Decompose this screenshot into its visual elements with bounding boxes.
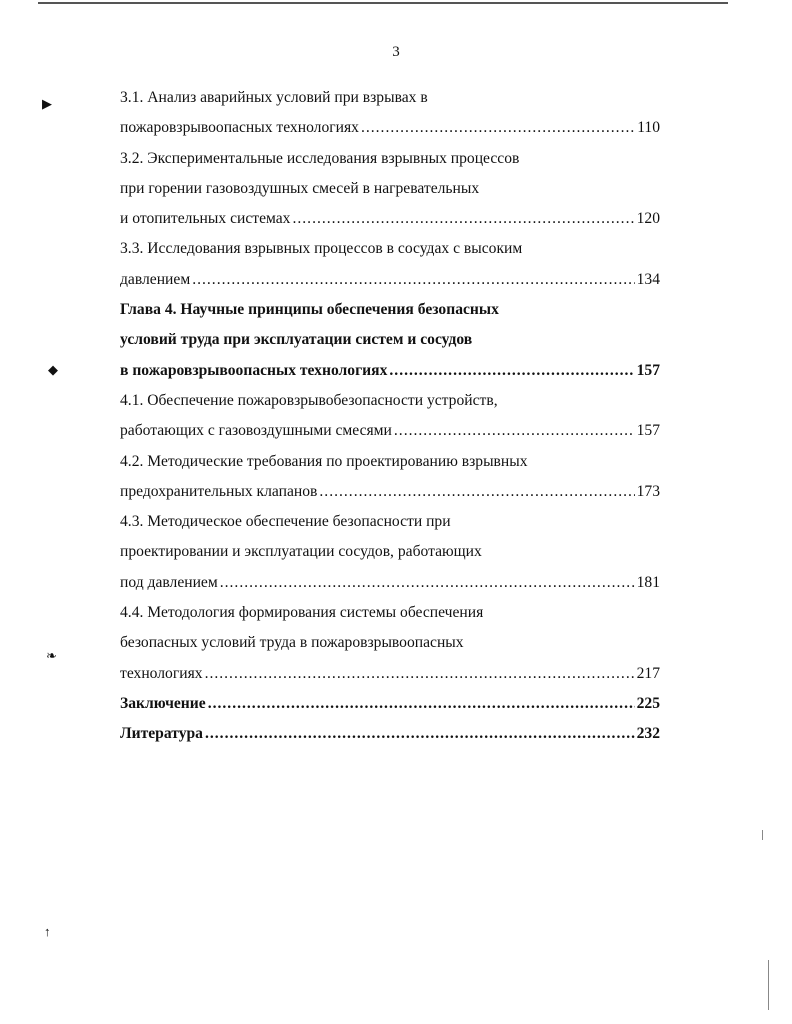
dot-leader bbox=[394, 416, 635, 446]
dot-leader bbox=[208, 689, 635, 719]
toc-entry bbox=[120, 689, 660, 719]
dot-leader bbox=[205, 719, 635, 749]
toc-entry-title-line: 4.3. Методическое обеспечение безопасности при bbox=[120, 513, 451, 531]
toc-entry-page: 181 bbox=[636, 573, 660, 591]
toc-entry bbox=[120, 356, 660, 386]
toc-entry-label: Заключение bbox=[120, 694, 206, 712]
toc-entry-title-line: 3.2. Экспериментальные исследования взрывных процессов bbox=[120, 149, 520, 167]
toc-entry-title-line: 3.1. Анализ аварийных условий при взрывах в bbox=[120, 89, 428, 106]
toc-entry-label: технологиях bbox=[120, 664, 203, 682]
toc-entry-label: работающих с газовоздушными смесями bbox=[120, 422, 392, 440]
toc-entry-page: 217 bbox=[636, 664, 660, 682]
dot-leader bbox=[220, 568, 635, 598]
dot-leader bbox=[361, 113, 635, 143]
toc-entry-page: 225 bbox=[636, 694, 660, 712]
margin-mark-icon: ❧ bbox=[46, 648, 57, 663]
toc-entry bbox=[120, 113, 660, 143]
toc-entry-page: 110 bbox=[637, 119, 660, 137]
toc-entry-page: 134 bbox=[636, 270, 660, 288]
scan-speck bbox=[768, 960, 769, 1010]
toc-entry-title-line: условий труда при эксплуатации систем и сосудов bbox=[120, 331, 473, 349]
toc-entry-title-line: проектировании и эксплуатации сосудов, работающих bbox=[120, 543, 482, 561]
toc-entry bbox=[120, 416, 660, 446]
toc-entry-title-line: 4.1. Обеспечение пожаровзрывобезопасности устройств, bbox=[120, 391, 498, 409]
toc-entry-page: 157 bbox=[636, 422, 660, 440]
scan-speck bbox=[762, 830, 763, 840]
toc-entry-label: пожаровзрывоопасных технологиях bbox=[120, 119, 359, 137]
page-number: 3 bbox=[392, 44, 400, 60]
toc-entry bbox=[120, 477, 660, 507]
toc-entry bbox=[120, 719, 660, 749]
toc-entry-title-line: при горении газовоздушных смесей в нагревательных bbox=[120, 179, 480, 197]
toc-entry-label: в пожаровзрывоопасных технологиях bbox=[120, 361, 388, 379]
table-of-contents bbox=[120, 83, 660, 750]
toc-entry-page: 173 bbox=[636, 482, 660, 500]
margin-mark-icon: ◆ bbox=[48, 362, 58, 377]
toc-entry bbox=[120, 659, 660, 689]
toc-entry bbox=[120, 568, 660, 598]
dot-leader bbox=[292, 204, 634, 234]
toc-entry-label: давлением bbox=[120, 270, 191, 288]
toc-entry-label: и отопительных системах bbox=[120, 210, 291, 228]
toc-entry-title-line: 4.2. Методические требования по проектированию взрывных bbox=[120, 452, 528, 470]
dot-leader bbox=[389, 356, 634, 386]
toc-entry-title-line: безопасных условий труда в пожаровзрывоопасных bbox=[120, 634, 464, 652]
toc-entry-page: 157 bbox=[636, 361, 660, 379]
toc-entry bbox=[120, 265, 660, 295]
toc-entry-title-line: 4.4. Методология формирования системы обеспечения bbox=[120, 604, 484, 622]
toc-entry bbox=[120, 204, 660, 234]
margin-mark-icon: ▶ bbox=[42, 96, 52, 111]
toc-entry-label: под давлением bbox=[120, 573, 218, 591]
dot-leader bbox=[319, 477, 634, 507]
toc-entry-label: Литература bbox=[120, 725, 203, 743]
dot-leader bbox=[192, 265, 634, 295]
margin-mark-icon: ↑ bbox=[44, 924, 51, 939]
toc-entry-label: предохранительных клапанов bbox=[120, 482, 318, 500]
toc-entry-title-line: Глава 4. Научные принципы обеспечения безопасных bbox=[120, 301, 499, 319]
toc-entry-page: 232 bbox=[636, 725, 660, 743]
top-scan-rule bbox=[38, 2, 728, 4]
toc-entry-title-line: 3.3. Исследования взрывных процессов в сосудах с высоким bbox=[120, 240, 523, 258]
dot-leader bbox=[205, 659, 635, 689]
toc-entry-page: 120 bbox=[636, 210, 660, 228]
